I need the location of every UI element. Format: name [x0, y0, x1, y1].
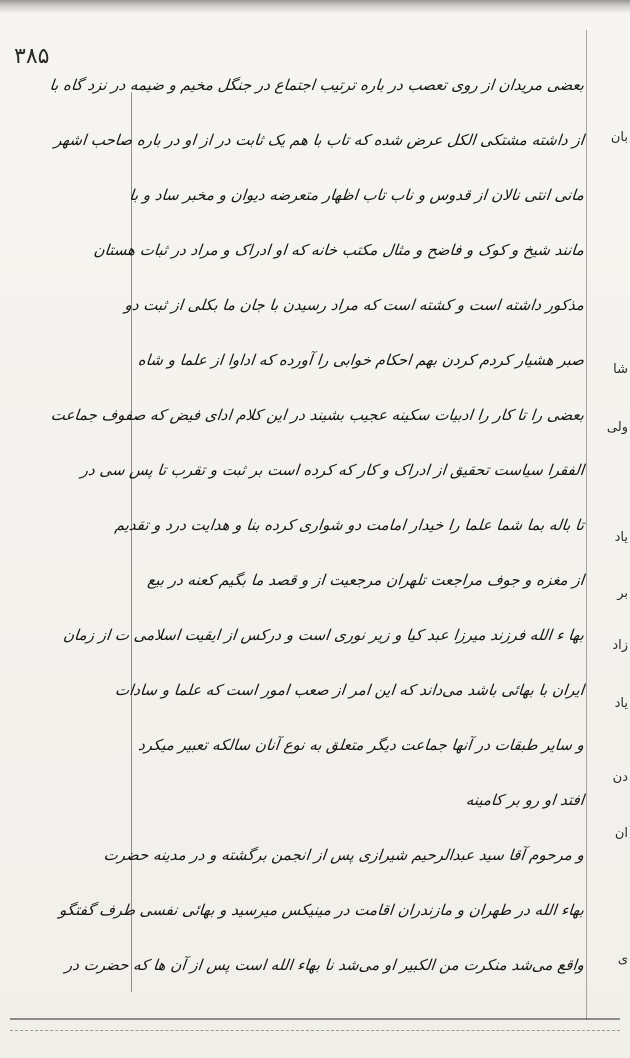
margin-fragment: ان: [614, 826, 628, 841]
margin-fragment: دن: [612, 770, 628, 785]
adjacent-page-margin-fragments: [590, 90, 630, 1010]
text-line: ایران با بهائی باشد می‌داند که این امر از صعب امور است که علما و سادات: [114, 681, 585, 699]
margin-fragment: شا: [613, 362, 628, 377]
margin-fragment: یاد: [614, 530, 628, 545]
margin-fragment: زاد: [612, 638, 628, 653]
text-line: از مغزه و جوف مراجعت تلهران مرجعیت از و قصد ما بگیم کعنه در بیع: [146, 571, 585, 589]
margin-fragment: بر: [617, 586, 628, 601]
right-margin-rule: [586, 30, 587, 1020]
text-line: مذکور داشته است و کشته است که مراد رسیدن با جان ما بکلی از ثبت دو: [123, 296, 585, 314]
text-line: مانی انتی نالان از قدوس و ناب تاب اظهار متعرضه دیوان و مخبر ساد و با: [128, 186, 585, 204]
margin-fragment: بان: [610, 130, 628, 145]
bottom-border-rule: [10, 1018, 620, 1031]
scan-edge-shadow: [0, 0, 630, 14]
margin-fragment: یاد: [614, 696, 628, 711]
margin-fragment: ولی: [606, 420, 628, 435]
text-line: و مرحوم آقا سید عبدالرحیم شیرازی پس از انجمن برگشته و در مدینه حضرت: [102, 846, 585, 864]
text-line: بهاء الله در طهران و مازندران اقامت در مینیکس میرسید و بهائی نفسی طرف گفتگو: [58, 901, 585, 919]
text-line: افتد او رو بر کامینه: [465, 791, 585, 809]
text-line: واقع می‌شد منکرت من الکبیر او می‌شد نا بهاء الله است پس از آن ها که حضرت در: [64, 956, 585, 974]
text-line: مانند شیخ و کوک و فاضح و مثال مکتب خانه که او ادراک و مراد در ثبات هستان: [92, 241, 585, 259]
text-line: از داشته مشتکی الکل عرض شده که تاب با هم یک ثابت در از او در باره صاحب اشهر: [53, 131, 585, 149]
text-line: الفقرا سیاست تحقیق از ادراک و کار که کرده است بر ثبت و تقرب تا پس سی در: [80, 461, 585, 479]
text-line: و سایر طبقات در آنها جماعت دیگر متعلق به نوع آنان سالکه تعبیر میکرد: [137, 736, 585, 754]
text-line: تا باله بما شما علما را خیدار امامت دو شواری کرده بنا و هدایت درد و تقدیم: [113, 516, 585, 534]
margin-fragment: ی: [617, 952, 628, 967]
manuscript-text: [48, 58, 585, 993]
text-line: بها ء الله فرزند میرزا عبد کیا و زیر نوری است و درکس از ایقیت اسلامی ت از زمان: [62, 626, 585, 644]
text-line: بعضی مریدان از روی تعصب در باره ترتیب اجتماع در جنگل مخیم و ضیمه در نزد گاه با: [48, 76, 585, 94]
text-line: صبر هشیار کردم کردن بهم احکام خوابی را آورده که اداوا از علما و شاه: [137, 351, 585, 369]
text-line: بعضی را تا کار را ادبیات سکینه عجیب بشیند در این کلام ادای فیض که صفوف جماعت: [49, 406, 585, 424]
page-number: ۳۸۵: [14, 44, 50, 69]
